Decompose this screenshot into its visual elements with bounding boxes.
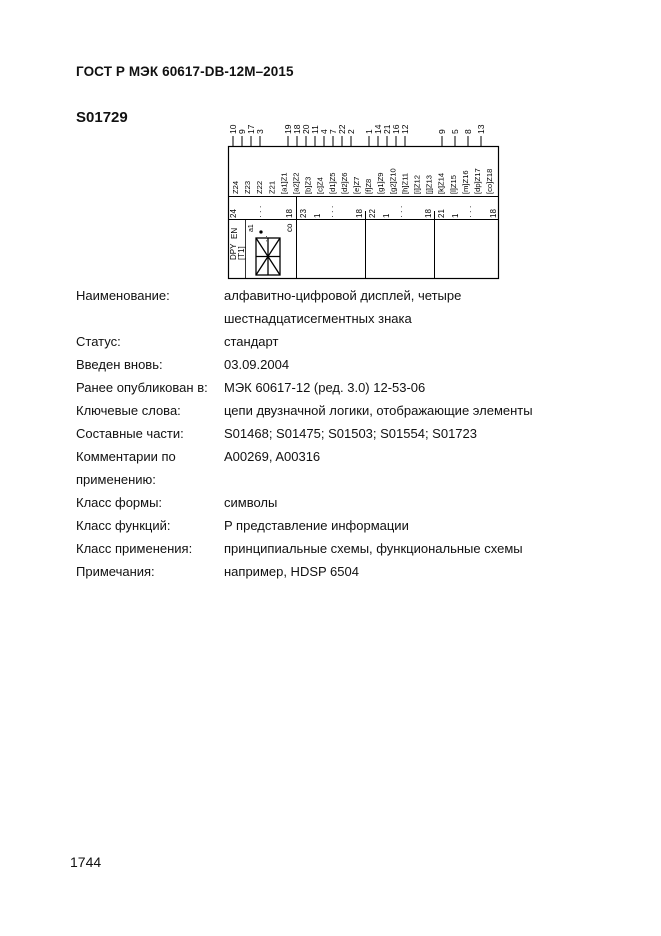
pin-number: 18 [292, 124, 302, 134]
attribute-row [76, 422, 596, 445]
g2-dots: · · · [328, 205, 337, 218]
g2-start: 23 [299, 209, 308, 218]
g3-start: 22 [368, 209, 377, 218]
g3-end: 18 [424, 209, 433, 218]
signal-label: [m]Z16 [460, 170, 470, 194]
attribute-row [76, 491, 596, 514]
pin-number: 5 [450, 129, 460, 134]
en-label: EN [230, 227, 239, 239]
signal-label: [d1]Z5 [327, 172, 337, 194]
g3-dots: · · · [397, 205, 406, 218]
attribute-row [76, 399, 596, 422]
g4-dots: · · · [466, 205, 475, 218]
pin-number: 14 [373, 124, 383, 134]
page-number: 1744 [70, 854, 102, 870]
signal-labels [231, 168, 494, 194]
pin-number: 13 [476, 124, 486, 134]
attribute-row [76, 514, 596, 537]
g1-dots: · · · [256, 205, 265, 218]
signal-label: Z22 [255, 180, 265, 194]
signal-label: [j]Z13 [424, 175, 434, 194]
attribute-value [224, 468, 596, 491]
signal-label: [i]Z12 [412, 175, 422, 194]
attribute-value: например, HDSP 6504 [224, 564, 359, 579]
attribute-key: Статус: [76, 334, 121, 349]
attribute-row [76, 376, 596, 399]
signal-label: Z21 [267, 180, 277, 194]
t1-label: [T1] [237, 246, 246, 260]
signal-label: [c]Z4 [315, 177, 325, 194]
signal-label: [co]Z18 [485, 168, 495, 194]
signal-label: Z24 [231, 180, 240, 194]
pin-number: 9 [437, 129, 447, 134]
signal-label: [a2]Z2 [291, 172, 301, 194]
sixteen-segment-icon [256, 231, 280, 275]
attribute-key: Класс функций: [76, 518, 171, 533]
g4-end: 18 [489, 209, 498, 218]
symbol-code: S01729 [76, 109, 128, 126]
attribute-value: A00269, A00316 [224, 449, 321, 464]
attribute-value: МЭК 60617-12 (ред. 3.0) 12-53-06 [224, 380, 426, 395]
a1-label: a1 [248, 224, 255, 232]
attribute-key: применению: [76, 472, 156, 487]
dpy-label: DPY [229, 243, 238, 260]
attribute-row [76, 307, 596, 330]
attribute-key: Ранее опубликован в: [76, 380, 208, 395]
g1-end: 18 [285, 209, 294, 218]
signal-label: [h]Z11 [400, 173, 410, 194]
attribute-key: Класс применения: [76, 541, 193, 556]
g4-one: 1 [451, 213, 460, 218]
signal-label: [a1]Z1 [279, 172, 289, 194]
co-label: co [285, 223, 294, 232]
attribute-row [76, 284, 596, 307]
pin-number: 19 [283, 124, 293, 134]
attribute-value: алфавитно-цифровой дисплей, четыре [224, 288, 462, 303]
pin-number: 10 [228, 124, 238, 134]
attribute-value: шестнадцатисегментных знака [224, 311, 412, 326]
attribute-key: Наименование: [76, 288, 170, 303]
document-header: ГОСТ Р МЭК 60617-DB-12M–2015 [76, 64, 294, 79]
display-symbol-diagram [223, 118, 505, 282]
pin-number: 11 [310, 125, 320, 134]
signal-label: [b]Z3 [303, 176, 313, 194]
pin-number: 1 [364, 129, 374, 134]
pin-number: 3 [255, 129, 265, 134]
attribute-value: символы [224, 495, 278, 510]
attribute-key: Примечания: [76, 564, 155, 579]
signal-label: [g2]Z10 [388, 168, 398, 194]
g2-end: 18 [355, 209, 364, 218]
pin-number: 4 [319, 129, 329, 134]
pin-number: 9 [237, 129, 247, 134]
attribute-key: Ключевые слова: [76, 403, 181, 418]
pin-number: 17 [246, 124, 256, 134]
attribute-row [76, 330, 596, 353]
g2-one: 1 [313, 213, 322, 218]
attribute-value: P представление информации [224, 518, 409, 533]
attribute-key: Комментарии по [76, 449, 176, 464]
attribute-key [76, 307, 224, 330]
attribute-value: стандарт [224, 334, 279, 349]
pin-number: 12 [400, 124, 410, 134]
attribute-key: Введен вновь: [76, 357, 163, 372]
signal-label: [d2]Z6 [339, 172, 349, 194]
pin-number: 8 [463, 129, 473, 134]
attribute-table [76, 284, 596, 583]
attribute-value: 03.09.2004 [224, 357, 290, 372]
attribute-row [76, 560, 596, 583]
attribute-value: принципиальные схемы, функциональные схемы [224, 541, 523, 556]
pin-number: 7 [328, 129, 338, 134]
pin-number: 20 [301, 124, 311, 134]
signal-label: Z23 [243, 180, 253, 194]
attribute-key: Класс формы: [76, 495, 163, 510]
pin-number: 16 [391, 124, 401, 134]
top-pins [228, 124, 486, 146]
attribute-value: цепи двузначной логики, отображающие элементы [224, 403, 533, 418]
attribute-row [76, 445, 596, 468]
g1-start: 24 [229, 209, 238, 218]
attribute-row [76, 537, 596, 560]
attribute-row [76, 353, 596, 376]
signal-label: [dp]Z17 [473, 168, 482, 194]
pin-number: 21 [382, 124, 392, 134]
signal-label: [f]Z8 [364, 178, 374, 194]
signal-label: [g1]Z9 [376, 172, 386, 194]
pin-number: 2 [346, 129, 356, 134]
pin-number: 22 [337, 124, 347, 134]
attribute-row [76, 468, 596, 491]
signal-label: [k]Z14 [436, 172, 446, 194]
attribute-key: Составные части: [76, 426, 184, 441]
signal-label: [e]Z7 [352, 176, 361, 194]
g4-start: 21 [437, 209, 446, 218]
signal-label: [l]Z15 [448, 175, 458, 194]
g3-one: 1 [382, 213, 391, 218]
attribute-value: S01468; S01475; S01503; S01554; S01723 [224, 426, 477, 441]
a1-dots: . . [260, 235, 269, 242]
